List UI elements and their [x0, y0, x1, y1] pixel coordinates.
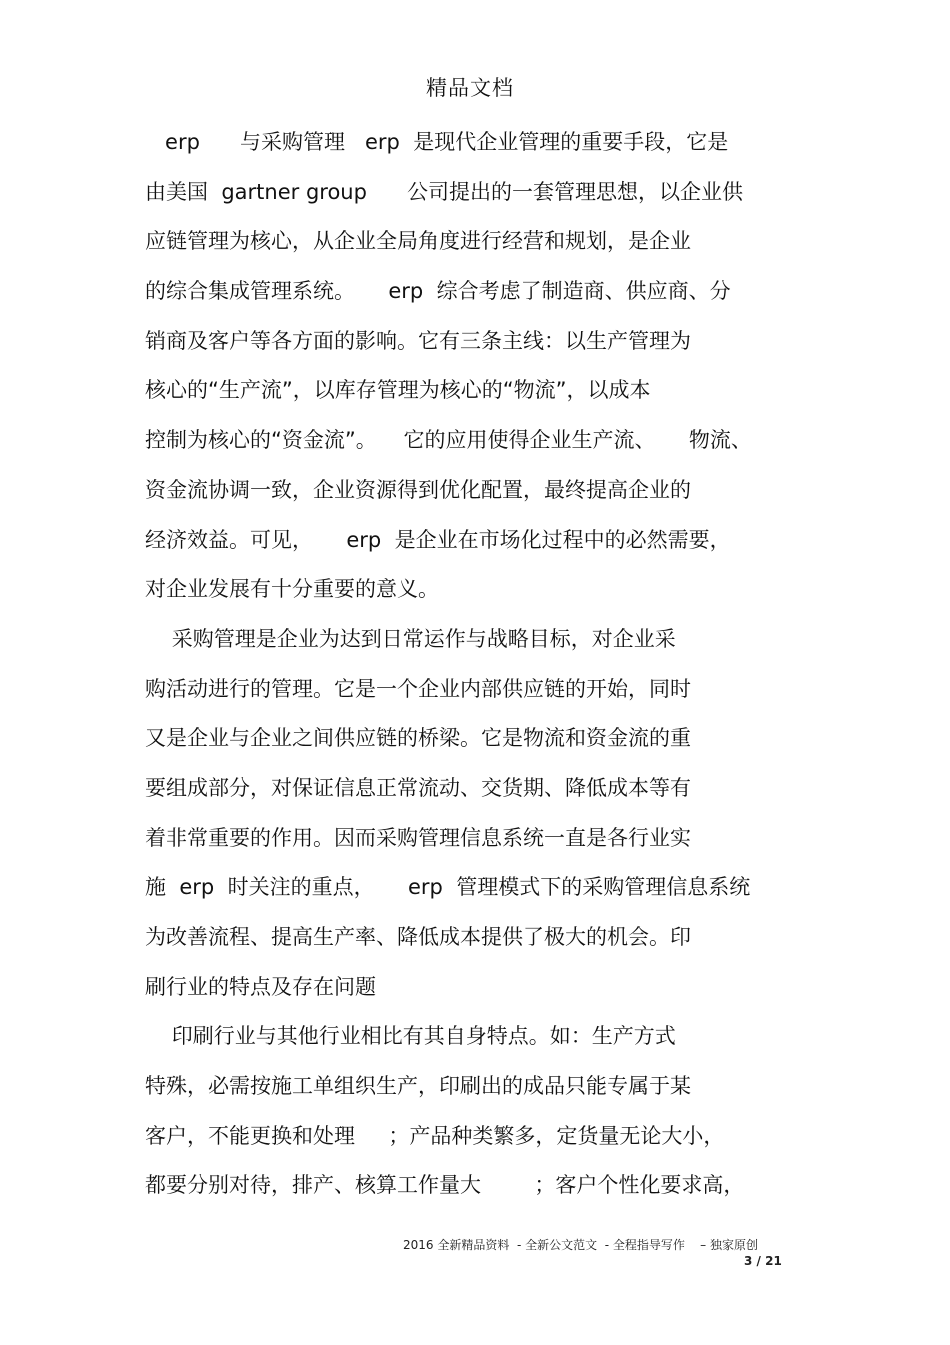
text-line: 对企业发展有十分重要的意义。 — [145, 577, 439, 602]
text-line: 又是企业与企业之间供应链的桥梁。它是物流和资金流的重 — [145, 726, 691, 751]
text-line: 应链管理为核心，从企业全局角度进行经营和规划，是企业 — [145, 229, 691, 254]
text-line: 印刷行业与其他行业相比有其自身特点。如：生产方式 — [145, 1024, 676, 1049]
text-line: 经济效益。可见， erp 是企业在市场化过程中的必然需要， — [145, 527, 731, 552]
text-line: 着非常重要的作用。因而采购管理信息系统一直是各行业实 — [145, 825, 691, 850]
text-line: 客户，不能更换和处理 ；产品种类繁多，定货量无论大小， — [145, 1123, 725, 1148]
text-line: erp 与采购管理 erp 是现代企业管理的重要手段，它是 — [145, 130, 729, 154]
page-number: 3 / 21 — [744, 1254, 782, 1268]
text-line: 资金流协调一致，企业资源得到优化配置，最终提高企业的 — [145, 477, 691, 502]
text-line: 核心的“生产流”，以库存管理为核心的“物流”，以成本 — [145, 378, 651, 403]
text-line: 由美国 gartner group 公司提出的一套管理思想，以企业供 — [145, 179, 743, 204]
text-line: 采购管理是企业为达到日常运作与战略目标，对企业采 — [145, 626, 676, 651]
text-line: 都要分别对待，排产、核算工作量大 ；客户个性化要求高， — [145, 1173, 745, 1198]
text-line: 为改善流程、提高生产率、降低成本提供了极大的机会。印 — [145, 925, 691, 949]
text-line: 控制为核心的“资金流”。 它的应用使得企业生产流、 物流、 — [145, 428, 752, 453]
text-line: 施 erp 时关注的重点， erp 管理模式下的采购管理信息系统 — [145, 875, 751, 900]
page-header-title: 精品文档 — [426, 76, 514, 100]
document-body — [145, 124, 825, 1217]
text-line: 刷行业的特点及存在问题 — [145, 974, 376, 999]
text-line: 要组成部分，对保证信息正常流动、交货期、降低成本等有 — [145, 775, 691, 800]
footer-note: 2016 全新精品资料 - 全新公文范文 - 全程指导写作 – 独家原创 — [403, 1238, 758, 1252]
text-line: 的综合集成管理系统。 erp 综合考虑了制造商、供应商、分 — [145, 279, 731, 304]
text-line: 销商及客户等各方面的影响。它有三条主线：以生产管理为 — [145, 328, 691, 353]
text-line: 购活动进行的管理。它是一个企业内部供应链的开始，同时 — [145, 676, 691, 701]
text-line: 特殊，必需按施工单组织生产，印刷出的成品只能专属于某 — [145, 1074, 691, 1099]
